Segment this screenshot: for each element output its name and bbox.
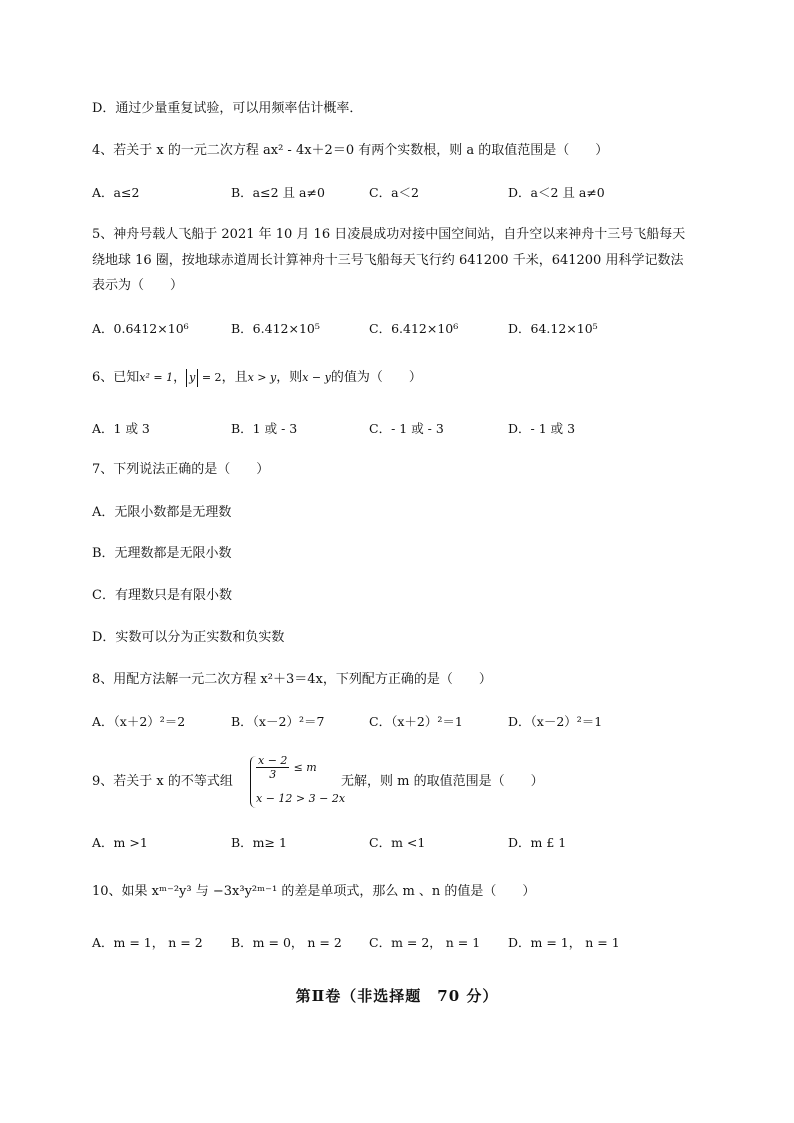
q6-expression: x − y [302, 371, 331, 384]
q6-eq1: x² = 1 [139, 371, 174, 384]
section-title: 第Ⅱ卷（非选择题 70 分） [295, 987, 499, 1005]
q6-prefix: 6、已知 [92, 370, 140, 385]
q10-option-d: D．m = 1， n = 1 [508, 935, 620, 950]
q9-numerator: x − 2 [258, 754, 288, 767]
q4-option-b: B．a≤2 且 a≠0 [231, 185, 325, 200]
q9-option-c: C．m <1 [369, 835, 426, 850]
q8-stem: 8、用配方法解一元二次方程 x²＋3＝4x，下列配方正确的是（ ） [92, 672, 492, 687]
q3-option-d: D．通过少量重复试验，可以用频率估计概率． [92, 101, 363, 116]
q4-option-d: D．a＜2 且 a≠0 [508, 185, 605, 200]
q10-option-b: B．m = 0， n = 2 [231, 935, 342, 950]
q5-stem-line2: 绕地球 16 圈，按地球赤道周长计算神舟十三号飞船每天飞行约 641200 千米，641200 用科学记数法 [92, 253, 684, 268]
q5-option-a: A．0.6412×10⁶ [92, 321, 189, 336]
q8-option-b: B．（x－2）²＝7 [231, 714, 325, 729]
q6-option-d: D．- 1 或 3 [508, 421, 576, 436]
q6-sep: ， [173, 370, 187, 385]
q4-option-c: C．a＜2 [369, 185, 419, 200]
q5-stem-line3: 表示为（ ） [92, 278, 184, 293]
q9-denominator: 3 [269, 768, 277, 781]
q8-option-c: C．（x＋2）²＝1 [369, 714, 463, 729]
q6-stem [92, 369, 422, 387]
q7-option-a: A．无限小数都是无理数 [92, 505, 232, 520]
q5-option-b: B．6.412×10⁵ [231, 321, 320, 336]
q6-mid: ，且 [221, 370, 248, 385]
q9-inequality-1 [256, 754, 317, 781]
q9-option-b: B．m≥ 1 [231, 835, 287, 850]
q9-fraction [256, 754, 289, 781]
q7-option-d: D．实数可以分为正实数和负实数 [92, 630, 285, 645]
q5-stem-line1: 5、神舟号载人飞船于 2021 年 10 月 16 日凌晨成功对接中国空间站，自升空以来神舟十三号飞船每天 [92, 227, 686, 242]
q6-option-b: B．1 或 - 3 [231, 421, 298, 436]
q9-relation-1: ≤ m [293, 761, 317, 774]
q7-option-c: C．有理数只是有限小数 [92, 588, 232, 603]
q6-abs-y: y [186, 369, 198, 387]
q6-mid2: ，则 [276, 370, 303, 385]
q10-option-a: A．m = 1， n = 2 [92, 935, 203, 950]
q6-suffix: 的值为（ ） [330, 370, 422, 385]
q9-suffix: 无解，则 m 的取值范围是（ ） [341, 774, 544, 789]
q6-option-a: A．1 或 3 [92, 421, 150, 436]
q6-condition: x > y [247, 371, 277, 384]
q4-option-a: A．a≤2 [92, 185, 140, 200]
q6-option-c: C．- 1 或 - 3 [369, 421, 444, 436]
q7-option-b: B．无理数都是无限小数 [92, 546, 232, 561]
q8-option-a: A．（x＋2）²＝2 [92, 714, 186, 729]
q9-option-d: D．m £ 1 [508, 835, 567, 850]
q9-prefix: 9、若关于 x 的不等式组 [92, 774, 233, 789]
q5-option-d: D．64.12×10⁵ [508, 321, 598, 336]
q6-eq2-value: = 2 [198, 371, 222, 384]
q9-inequality-2: x − 12 > 3 − 2x [256, 792, 346, 805]
q7-stem: 7、下列说法正确的是（ ） [92, 462, 270, 477]
q10-stem: 10、如果 xᵐ⁻²y³ 与 −3x³y²ᵐ⁻¹ 的差是单项式，那么 m 、n 的值是（ ） [92, 884, 536, 899]
q8-option-d: D．（x－2）²＝1 [508, 714, 603, 729]
q9-option-a: A．m >1 [92, 835, 148, 850]
q4-stem: 4、若关于 x 的一元二次方程 ax² - 4x＋2＝0 有两个实数根，则 a 的取值范围是（ ） [92, 143, 609, 158]
q5-option-c: C．6.412×10⁶ [369, 321, 459, 336]
q10-option-c: C．m = 2， n = 1 [369, 935, 481, 950]
